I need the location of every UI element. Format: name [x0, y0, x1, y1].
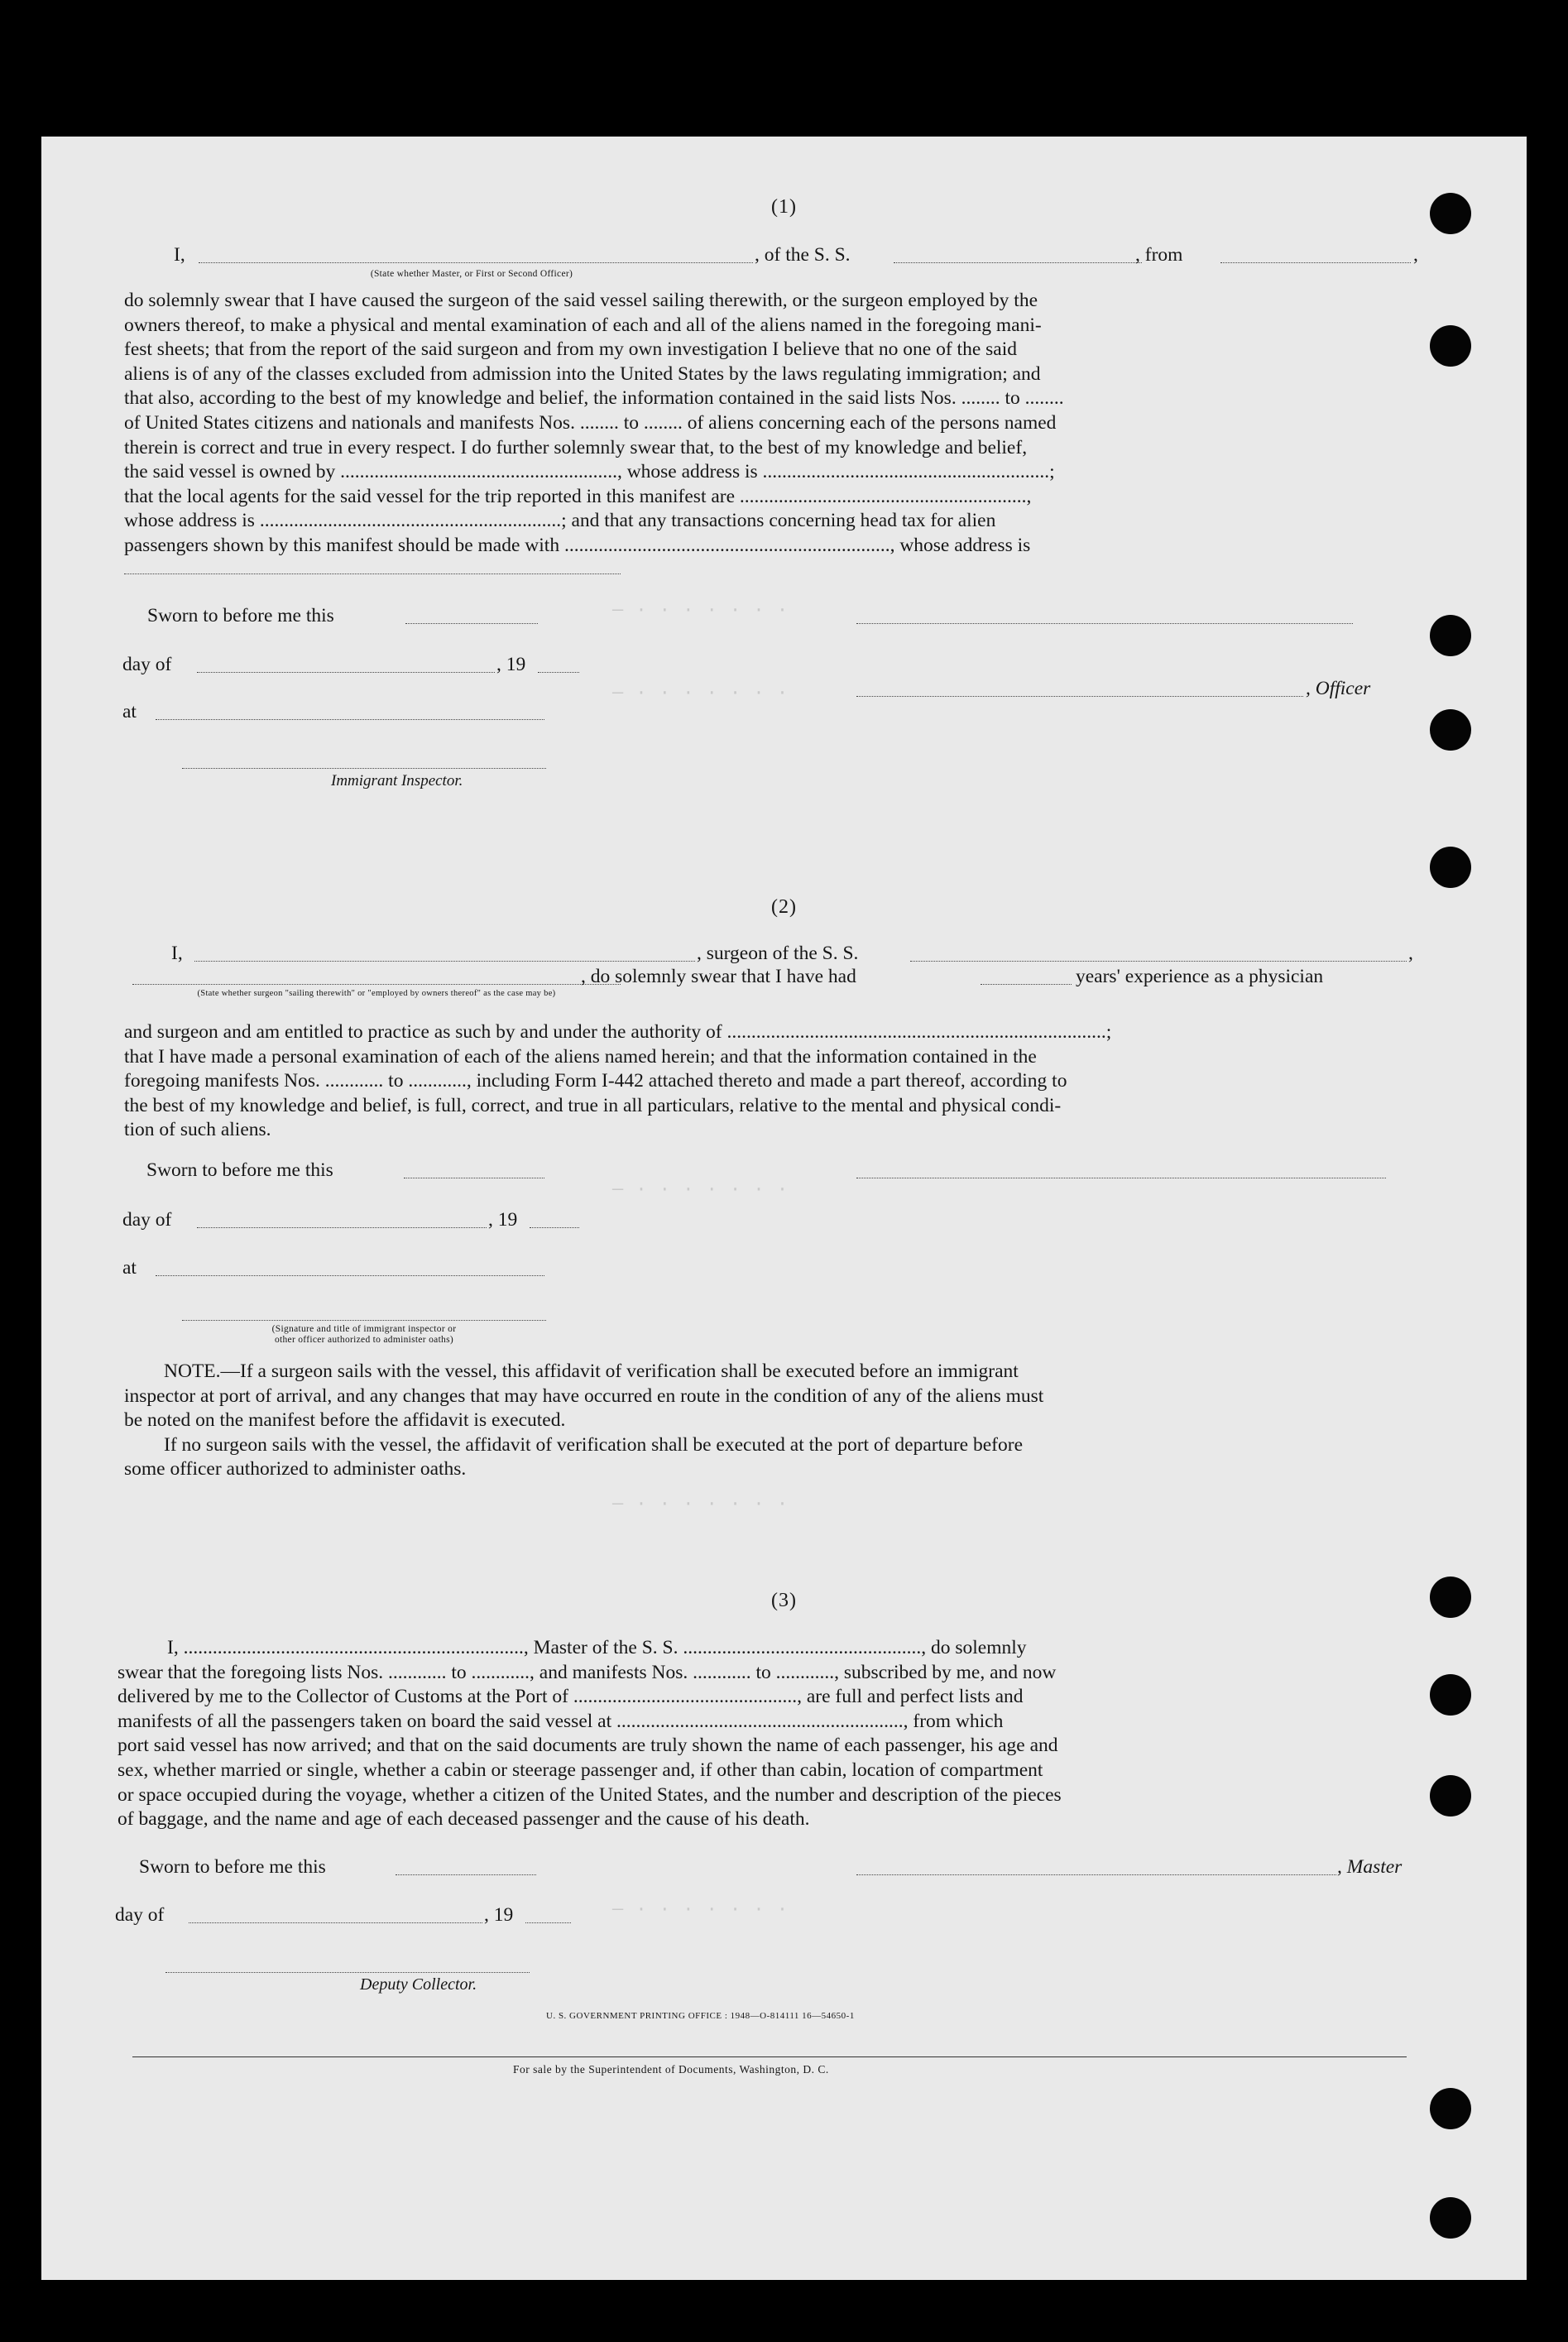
section-3-line: manifests of all the passengers taken on board the said vessel at ..........................................................., from which: [117, 1710, 1004, 1732]
section-2-day-of: day of: [122, 1209, 172, 1231]
section-1-body: [124, 289, 1382, 559]
section-2-line: and surgeon and am entitled to practice as such by and under the authority of ..............................................................................;: [124, 1021, 1112, 1043]
section-3-line: swear that the foregoing lists Nos. ............ to ............, and manifests Nos. ............ to ............, subscribed by me, and now: [117, 1661, 1057, 1683]
signature-caption-2: other officer authorized to administer oaths): [274, 1335, 454, 1345]
year-field[interactable]: [538, 672, 579, 673]
section-2-sworn: Sworn to before me this: [146, 1159, 333, 1181]
section-3-line: delivered by me to the Collector of Customs at the Port of .............................................., are full and perfect lists and: [117, 1686, 1024, 1708]
section-1-caption: (State whether Master, or First or Second Officer): [370, 269, 573, 279]
inspector-signature-field[interactable]: [182, 1320, 546, 1321]
binder-hole: [1430, 1674, 1471, 1716]
binder-hole: [1430, 2088, 1471, 2129]
section-1-line: owners thereof, to make a physical and mental examination of each and all of the aliens named in the foregoing mani-: [124, 314, 1042, 336]
section-1-from: , from: [1135, 244, 1183, 266]
section-3-year: , 19: [484, 1904, 514, 1926]
section-2-years: years' experience as a physician: [1076, 966, 1324, 987]
surgeon-vessel-field[interactable]: [910, 961, 1407, 962]
section-2-note: [124, 1360, 1382, 1482]
section-1-line: passengers shown by this manifest should be made with ..................................................................., whose address is: [124, 534, 1031, 556]
bleed-through-text: — · · · · · · ·: [612, 600, 789, 621]
section-2-intro-i: I,: [171, 943, 183, 964]
years-field[interactable]: [981, 984, 1072, 985]
section-3-body: [117, 1636, 1418, 1832]
section-2-at: at: [122, 1257, 137, 1279]
section-1-line: of United States citizens and nationals and manifests Nos. ........ to ........ of aliens concerning each of the persons named: [124, 411, 1057, 434]
collector-signature-field[interactable]: [165, 1972, 530, 1973]
section-3-line: or space occupied during the voyage, whether a citizen of the United States, and the number and description of the pieces: [117, 1783, 1062, 1806]
section-3-sworn: Sworn to before me this: [139, 1856, 326, 1878]
section-2-line: that I have made a personal examination of each of the aliens named herein; and that the information contained in the: [124, 1045, 1037, 1068]
section-2-line: the best of my knowledge and belief, is full, correct, and true in all particulars, relative to the mental and physical condi-: [124, 1094, 1062, 1116]
bleed-through-text: — · · · · · · ·: [612, 1899, 789, 1920]
master-signature-field[interactable]: [856, 1874, 1336, 1875]
section-1-line: that the local agents for the said vessel for the trip reported in this manifest are ...........................................................,: [124, 485, 1032, 507]
section-1-of-ss: , of the S. S.: [755, 244, 851, 266]
section-1-line: the said vessel is owned by ........................................................., whose address is ...........................................................;: [124, 461, 1055, 483]
note-line: If no surgeon sails with the vessel, the affidavit of verification shall be executed at the port of departure before: [164, 1433, 1023, 1456]
section-3-line: of baggage, and the name and age of each deceased passenger and the cause of his death.: [117, 1808, 810, 1831]
signature-caption-1: (Signature and title of immigrant inspector or: [271, 1324, 457, 1334]
section-1-line: therein is correct and true in every respect. I do further solemnly swear that, to the best of my knowledge and belief,: [124, 436, 1028, 458]
section-2-number: (2): [771, 896, 797, 918]
section-1-line: do solemnly swear that I have caused the surgeon of the said vessel sailing therewith, or the surgeon employed by the: [124, 290, 1038, 311]
surgeon-name-field[interactable]: [194, 961, 695, 962]
officer-signature-field[interactable]: [856, 623, 1353, 624]
section-2-do-solemnly: , do solemnly swear that I have had: [581, 966, 856, 987]
binder-hole: [1430, 615, 1471, 656]
section-1-line: whose address is ..............................................................; and that any transactions concerning head tax for alien: [124, 510, 996, 532]
sworn-date-field[interactable]: [396, 1874, 536, 1875]
officer-title-field[interactable]: [856, 696, 1303, 697]
note-line: some officer authorized to administer oaths.: [124, 1458, 467, 1481]
section-2-year: , 19: [488, 1209, 518, 1231]
binder-hole: [1430, 325, 1471, 367]
year-field[interactable]: [525, 1922, 571, 1923]
note-line: be noted on the manifest before the affidavit is executed.: [124, 1409, 566, 1432]
note-line: inspector at port of arrival, and any changes that may have occurred en route in the condition of any of the aliens must: [124, 1385, 1044, 1407]
binder-hole: [1430, 847, 1471, 888]
sworn-date-field[interactable]: [405, 623, 538, 624]
section-3-line: sex, whether married or single, whether a cabin or steerage passenger and, if other than cabin, location of compartment: [117, 1759, 1043, 1781]
section-3-line: port said vessel has now arrived; and that on the said documents are truly shown the name of each passenger, his age and: [117, 1735, 1058, 1757]
day-field[interactable]: [189, 1922, 482, 1923]
master-label: , Master: [1337, 1856, 1403, 1878]
officer-label: , Officer: [1306, 678, 1371, 699]
bleed-through-text: — · · · · · · ·: [612, 1179, 789, 1200]
inspector-label: Immigrant Inspector.: [331, 772, 463, 789]
section-2-line: tion of such aliens.: [124, 1119, 271, 1141]
comma: ,: [1408, 943, 1413, 964]
section-2-surgeon-of: , surgeon of the S. S.: [697, 943, 859, 964]
printing-office-line: U. S. GOVERNMENT PRINTING OFFICE : 1948—O-814111 16—54650-1: [546, 2011, 855, 2021]
section-1-year: , 19: [496, 654, 526, 675]
section-2-body: [124, 1020, 1382, 1143]
from-port-field[interactable]: [1220, 262, 1411, 263]
collector-label: Deputy Collector.: [360, 1975, 477, 1994]
inspector-signature-field[interactable]: [182, 768, 546, 769]
bleed-through-text: — · · · · · · ·: [612, 683, 789, 703]
binder-hole: [1430, 709, 1471, 751]
sale-line: For sale by the Superintendent of Documents, Washington, D. C.: [513, 2063, 829, 2076]
section-3-line: I, ......................................................................, Master of the S. S. ................................................., do solemnly: [167, 1637, 1027, 1658]
form-page: [41, 137, 1527, 2280]
day-field[interactable]: [197, 672, 495, 673]
master-name-field[interactable]: [199, 262, 753, 263]
section-1-intro-i: I,: [174, 244, 185, 266]
vessel-name-field[interactable]: [894, 262, 1142, 263]
binder-hole: [1430, 2197, 1471, 2239]
at-field[interactable]: [156, 1275, 544, 1276]
comma: ,: [1413, 244, 1418, 266]
section-1-line: fest sheets; that from the report of the said surgeon and from my own investigation I believe that no one of the said: [124, 338, 1017, 361]
section-3-day-of: day of: [115, 1904, 165, 1926]
footer-rule: [132, 2056, 1407, 2057]
day-field[interactable]: [197, 1227, 487, 1228]
section-3-number: (3): [771, 1590, 797, 1611]
section-1-line: aliens is of any of the classes excluded from admission into the United States by the laws regulating immigration; and: [124, 362, 1041, 385]
section-2-caption: (State whether surgeon "sailing therewith" or "employed by owners thereof" as the case may be): [197, 989, 556, 998]
section-1-line: that also, according to the best of my knowledge and belief, the information contained in the said lists Nos. ........ to ........: [124, 387, 1064, 410]
binder-hole: [1430, 1775, 1471, 1816]
section-1-at: at: [122, 701, 137, 722]
section-1-day-of: day of: [122, 654, 172, 675]
bleed-through-text: — · · · · · · ·: [612, 1494, 789, 1514]
section-1-sworn: Sworn to before me this: [147, 605, 334, 626]
note-line: NOTE.—If a surgeon sails with the vessel, this affidavit of verification shall be executed before an immigrant: [164, 1361, 1019, 1382]
year-field[interactable]: [530, 1227, 579, 1228]
section-1-number: (1): [771, 196, 797, 218]
section-2-line: foregoing manifests Nos. ............ to ............, including Form I-442 attached thereto and made a part thereof, according to: [124, 1070, 1067, 1092]
surgeon-type-field[interactable]: [132, 984, 621, 985]
at-field[interactable]: [156, 719, 544, 720]
